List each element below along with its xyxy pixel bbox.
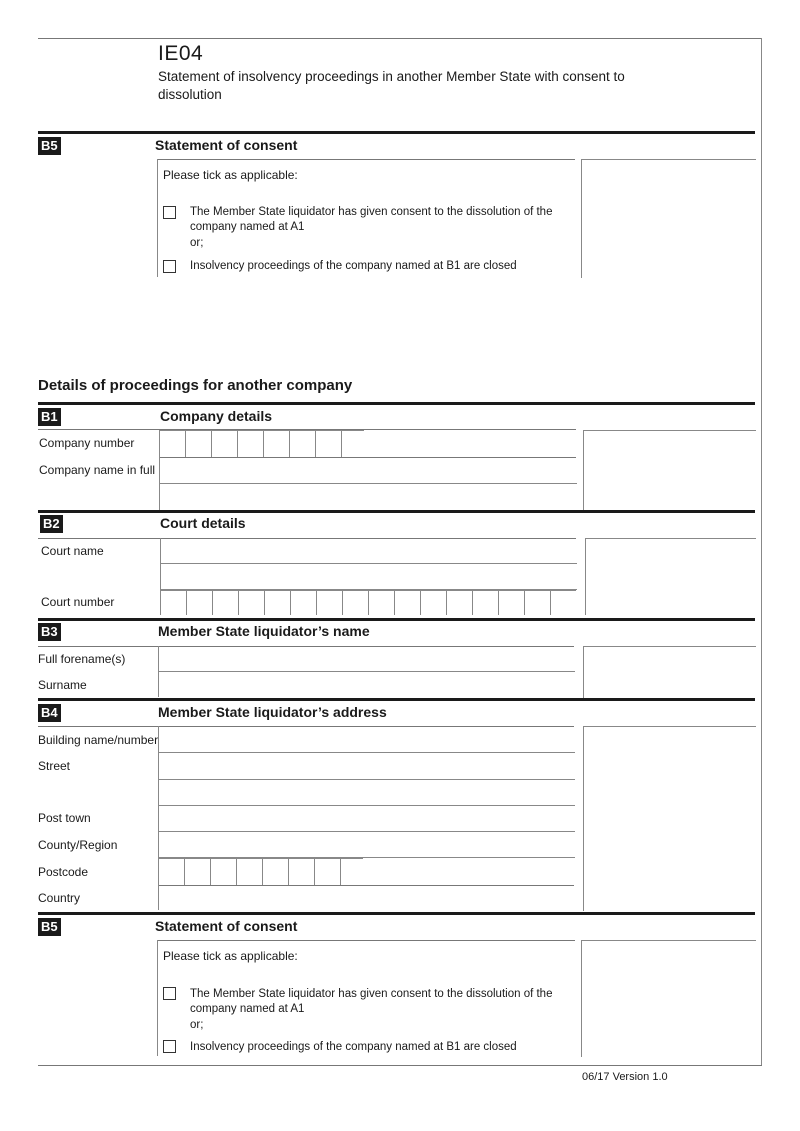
right-border (761, 38, 762, 1066)
char-box[interactable] (211, 430, 237, 457)
char-box[interactable] (263, 430, 289, 457)
form-code: IE04 (158, 42, 204, 65)
company-name-input[interactable] (159, 457, 577, 484)
or-text: or; (190, 1019, 204, 1031)
char-box[interactable] (290, 590, 316, 615)
char-box[interactable] (368, 590, 394, 615)
street-label: Street (38, 759, 71, 773)
divider (157, 940, 158, 1056)
section-rule (38, 510, 755, 513)
char-box[interactable] (498, 590, 524, 615)
proceedings-closed-checkbox[interactable] (163, 1040, 176, 1053)
char-box[interactable] (289, 430, 315, 457)
court-number-field[interactable] (160, 590, 576, 614)
guidance-box (583, 646, 756, 698)
guidance-box (585, 538, 756, 615)
or-text: or; (190, 237, 204, 249)
building-label: Building name/number (38, 733, 159, 747)
char-box[interactable] (341, 430, 364, 457)
char-box[interactable] (185, 430, 211, 457)
postcode-label: Postcode (38, 865, 89, 879)
section-title: Statement of consent (155, 918, 298, 934)
char-box[interactable] (340, 858, 363, 885)
court-name-input-line2[interactable] (160, 564, 577, 590)
bottom-rule (38, 1065, 762, 1066)
char-box[interactable] (446, 590, 472, 615)
char-box[interactable] (288, 858, 314, 885)
section-badge: B5 (38, 137, 61, 155)
char-box[interactable] (186, 590, 212, 615)
proceedings-closed-label: Insolvency proceedings of the company named at B1 are closed (190, 1041, 517, 1053)
char-box[interactable] (314, 858, 340, 885)
court-name-input[interactable] (160, 538, 577, 564)
court-name-label: Court name (41, 544, 104, 558)
char-box[interactable] (315, 430, 341, 457)
section-title: Company details (160, 408, 273, 424)
char-box[interactable] (238, 590, 264, 615)
char-box[interactable] (237, 430, 263, 457)
section-badge: B5 (38, 918, 61, 936)
divider (157, 159, 158, 277)
company-number-label: Company number (39, 436, 135, 450)
building-input[interactable] (158, 726, 575, 753)
char-box[interactable] (394, 590, 420, 615)
court-number-label: Court number (41, 595, 115, 609)
char-box[interactable] (158, 858, 184, 885)
proceedings-closed-label: Insolvency proceedings of the company named at B1 are closed (190, 260, 517, 272)
county-input[interactable] (158, 832, 575, 858)
consent-given-label: The Member State liquidator has given consent to the dissolution of the company named at A1 (190, 206, 553, 233)
section-badge: B4 (38, 704, 61, 722)
consent-given-label: The Member State liquidator has given consent to the dissolution of the company named at A1 (190, 988, 553, 1015)
guidance-box (581, 159, 756, 278)
forename-input[interactable] (158, 646, 575, 672)
postcode-field[interactable] (158, 858, 363, 884)
guidance-box (583, 430, 756, 511)
char-box[interactable] (212, 590, 238, 615)
company-name-input-line2[interactable] (159, 484, 577, 510)
char-box[interactable] (264, 590, 290, 615)
guidance-box (581, 940, 756, 1057)
char-box[interactable] (550, 590, 576, 615)
divider (157, 940, 575, 941)
country-label: Country (38, 891, 81, 905)
char-box[interactable] (262, 858, 288, 885)
section-rule (38, 402, 755, 405)
section-title: Statement of consent (155, 137, 298, 153)
char-box[interactable] (236, 858, 262, 885)
another-company-heading: Details of proceedings for another company (38, 377, 353, 394)
section-title: Member State liquidator’s address (158, 704, 387, 720)
char-box[interactable] (342, 590, 368, 615)
instruction-text: Please tick as applicable: (163, 168, 298, 182)
char-box[interactable] (316, 590, 342, 615)
company-name-label: Company name in full (39, 463, 156, 477)
surname-label: Surname (38, 678, 87, 692)
section-rule (38, 131, 755, 134)
street-input[interactable] (158, 753, 575, 780)
post-town-label: Post town (38, 811, 91, 825)
char-box[interactable] (420, 590, 446, 615)
guidance-box (583, 726, 756, 911)
section-badge: B3 (38, 623, 61, 641)
char-box[interactable] (160, 590, 186, 615)
surname-input[interactable] (158, 672, 575, 697)
section-title: Court details (160, 515, 246, 531)
section-badge: B2 (40, 515, 63, 533)
forename-label: Full forename(s) (38, 652, 126, 666)
country-input[interactable] (158, 885, 575, 910)
divider (157, 159, 575, 160)
county-label: County/Region (38, 838, 118, 852)
top-rule (38, 38, 762, 39)
section-rule (38, 698, 755, 701)
version-text: 06/17 Version 1.0 (582, 1071, 668, 1083)
section-title: Member State liquidator’s name (158, 623, 370, 639)
consent-given-checkbox[interactable] (163, 206, 176, 219)
instruction-text: Please tick as applicable: (163, 949, 298, 963)
form-title: Statement of insolvency proceedings in another Member State with consent to dissolution (158, 69, 625, 102)
char-box[interactable] (524, 590, 550, 615)
char-box[interactable] (472, 590, 498, 615)
char-box[interactable] (210, 858, 236, 885)
consent-given-checkbox[interactable] (163, 987, 176, 1000)
section-badge: B1 (38, 408, 61, 426)
post-town-input[interactable] (158, 806, 575, 832)
section-rule (38, 912, 755, 915)
char-box[interactable] (184, 858, 210, 885)
company-number-field[interactable] (159, 430, 364, 456)
section-rule (38, 618, 755, 621)
char-box[interactable] (159, 430, 185, 457)
proceedings-closed-checkbox[interactable] (163, 260, 176, 273)
street-input-line2[interactable] (158, 780, 575, 806)
